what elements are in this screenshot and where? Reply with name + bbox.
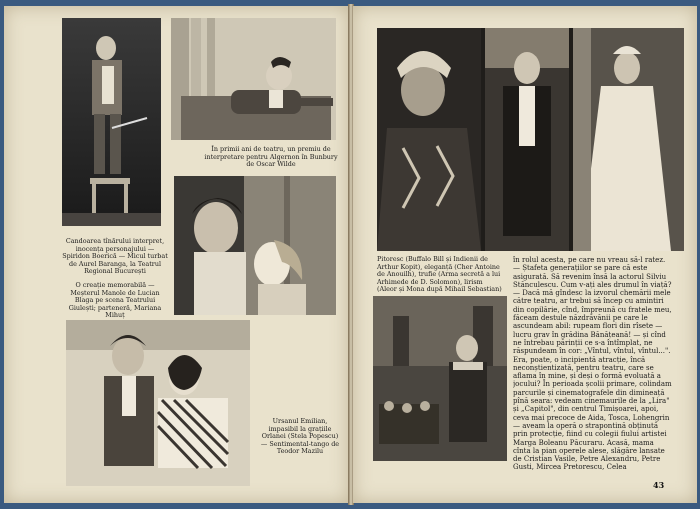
left-page [4, 6, 349, 503]
caption-sentimental-tango-text: Ursanul Emilian, impasibil la grațiile Orlanei (Stela Popescu) — Sentimental-tango de Teodor Mazilu [260, 417, 340, 456]
page-number: 43 [653, 480, 665, 490]
caption-algernon: În primii ani de teatru, un premiu de interpretare pentru Algernon în Bunbury de Oscar Wilde [204, 145, 338, 169]
right-page [353, 6, 697, 503]
photo-algernon [171, 18, 336, 140]
caption-mesterul-manole [62, 282, 168, 320]
caption-character-collage-text: Pitoresc (Buffalo Bill și Indienii de Arthur Kopit), eleganță (Cher Antoine de Anouilh), trufie (Arma secretă a lui Arhimede de D. Solomon), lirism (Aleor și Mona după Mihail Sebastian) [377, 255, 502, 294]
photo-theatre-scene [373, 296, 507, 461]
photo-character-collage [377, 28, 684, 251]
photo-sentimental-tango [66, 320, 250, 486]
caption-sentimental-tango [258, 418, 342, 456]
caption-spiridon-boerica [62, 238, 168, 276]
caption-mesterul-manole-text: O creație memorabilă — Meșterul Manole de Lucian Blaga pe scena Teatrului Giulești; parteneră, Mariana Mihuț [68, 281, 162, 320]
interview-text: în rolul acesta, pe care nu vreau să-l ratez. — Ștafeta generațiilor se pare că este asigurată. Să revenim însă la actorul Silviu Stănculescu. Cum v-ați ales drumul în viață? — Dacă mă gîndesc la izvorul chemării mele către teatru, ar trebui să încep cu amintiri din copilărie, cînd, împreună cu fratele meu, făceam destule năzdrăvănii pe care le ascundeam abil: rupeam flori din rîsete — lucru grav în grădina Bănățeană! — și cînd ne întrebau părinții ce s-a întîmplat, ne răspundeam în cor: „Vîntul, vîntul, vîntul...". Era, poate, o incipientă atracție, încă neconștientizată, pentru teatru, care se aflama în mine, și deși o formă evoluată a jocului? În perioada școlii primare, colindam parcurile și cinematografele din dimineață pînă seara: vedeam cinemaurile de la „Lira" și „Capitol", din centrul Timișoarei, apoi, ceva mai precoce de Aida, Tosca, Lohengrin — aveam la operă o strapontină obținută prin protecție, fiind cu colegii fiului artistei Marga Boleanu Păcuraru. Acasă, mama cînta la pian operele alese, slăgăre lansate de Cristian Vasile, Petre Alexandru, Petre Gusti, Mircea Pretorescu, Celea [513, 256, 672, 472]
caption-spiridon-boerica-text: Candoarea tînărului interpret, inocența personajului — Spiridon Boerică — Micul turbat de Aurel Baranga, la Teatrul Regional București [62, 237, 168, 276]
caption-character-collage [377, 256, 503, 294]
photo-mesterul-manole [174, 176, 336, 315]
photo-spiridon-boerica [62, 18, 161, 226]
